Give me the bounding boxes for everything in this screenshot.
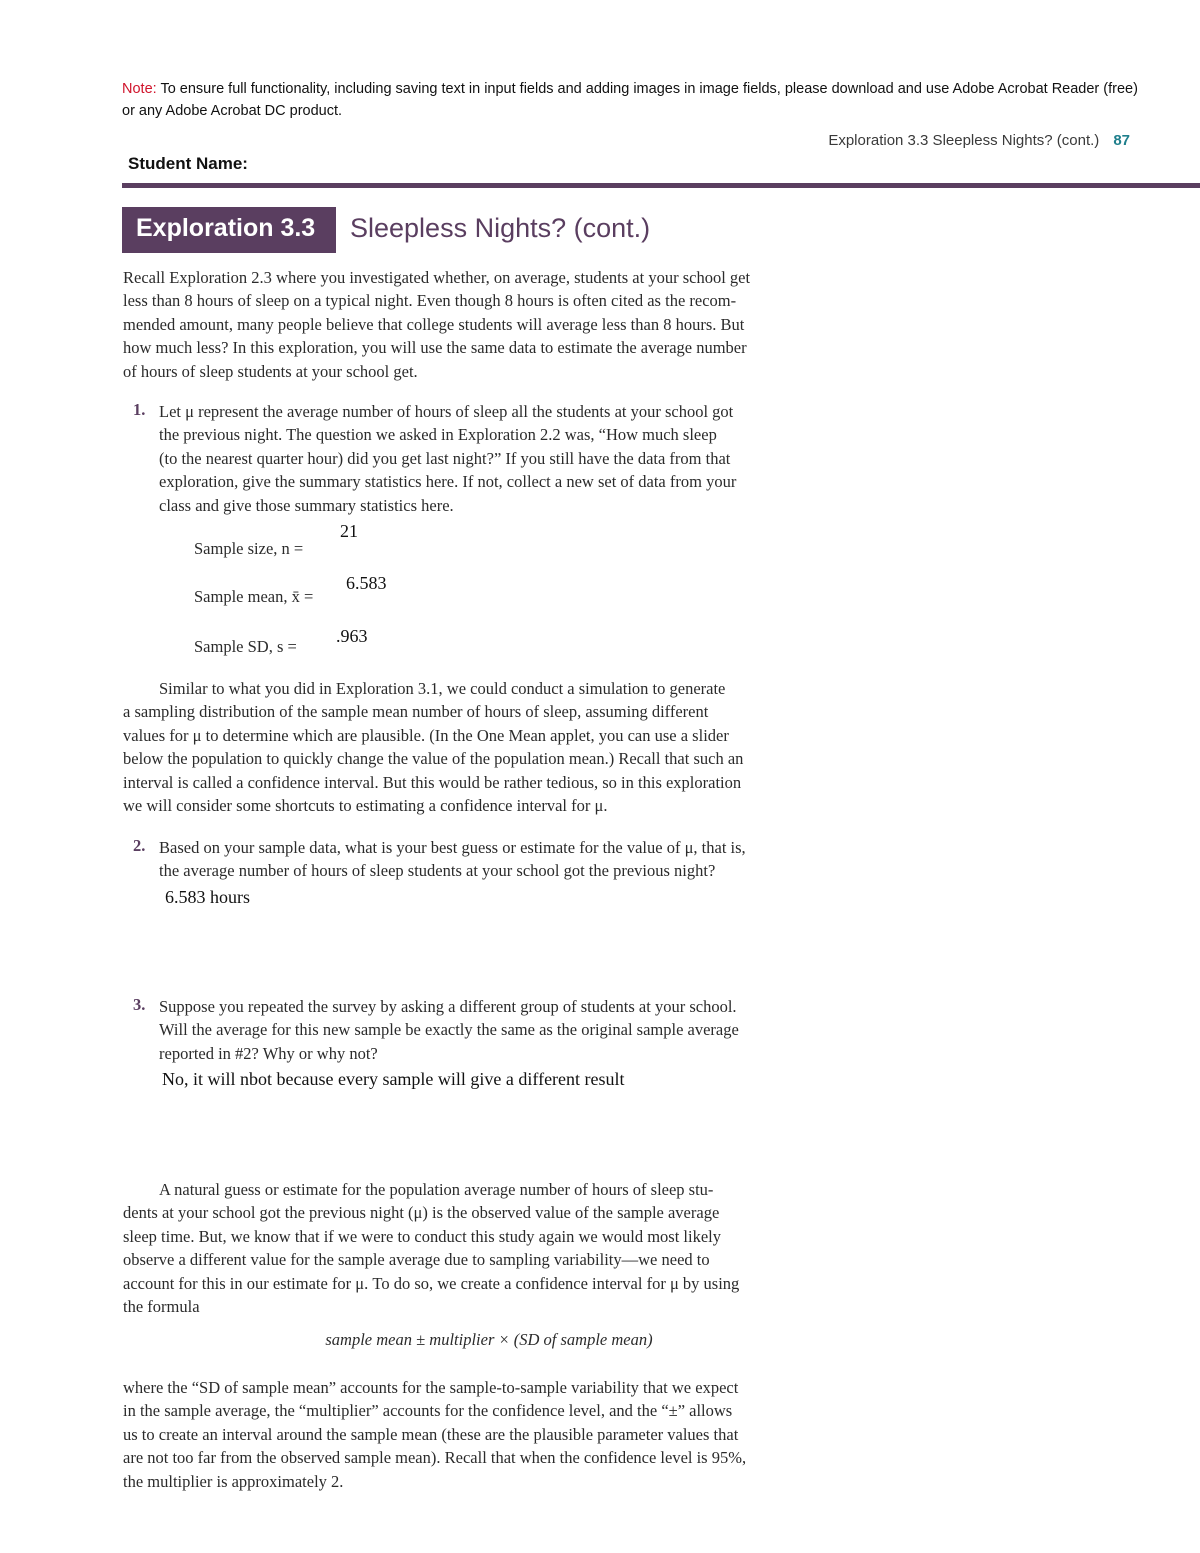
intro-line: less than 8 hours of sleep on a typical night. Even though 8 hours is often cited as the recom- — [123, 291, 737, 311]
sample-mean-label: Sample mean, x̄ = — [194, 587, 314, 606]
sample-mean-field[interactable]: 6.583 — [346, 573, 387, 593]
sample-sd-label: Sample SD, s = — [194, 637, 297, 656]
question-3-number: 3. — [133, 995, 146, 1014]
exploration-number: Exploration 3.3 — [136, 214, 316, 242]
note-label: Note: — [122, 81, 157, 97]
intro-line: Recall Exploration 2.3 where you investigated whether, on average, students at your school get — [123, 268, 751, 287]
paragraph-line: a sampling distribution of the sample mean number of hours of sleep, assuming different — [123, 702, 709, 722]
question-line: Based on your sample data, what is your best guess or estimate for the value of μ, that is, — [159, 838, 746, 857]
question-2-text — [159, 836, 859, 883]
question-1-text — [159, 400, 859, 517]
sample-size-field[interactable]: 21 — [340, 521, 358, 541]
question-line: Let μ represent the average number of hours of sleep all the students at your school got — [159, 402, 734, 421]
exploration-title: Sleepless Nights? (cont.) — [350, 213, 651, 243]
question-line: Suppose you repeated the survey by asking a different group of students at your school. — [159, 997, 737, 1016]
paragraph-line: Similar to what you did in Exploration 3.1, we could conduct a simulation to generate — [159, 679, 726, 698]
acrobat-note — [122, 78, 1142, 122]
paragraph-line: interval is called a confidence interval. But this would be rather tedious, so in this exploration — [123, 772, 742, 792]
confidence-interval-formula: sample mean ± multiplier × (SD of sample mean) — [325, 1330, 653, 1349]
paragraph-line: account for this in our estimate for μ. To do so, we create a confidence interval for μ by using — [123, 1273, 740, 1293]
question-line: the average number of hours of sleep students at your school got the previous night? — [159, 861, 716, 881]
page-number: 87 — [1113, 132, 1130, 149]
question-line: reported in #2? Why or why not? — [159, 1043, 378, 1063]
header-rule — [122, 183, 1200, 188]
intro-paragraph — [123, 266, 855, 383]
running-head — [760, 132, 1130, 149]
confidence-interval-paragraph — [123, 1178, 855, 1318]
paragraph-line: in the sample average, the “multiplier” accounts for the confidence level, and the “±” allows — [123, 1401, 733, 1421]
paragraph-line: below the population to quickly change the value of the population mean.) Recall that such an — [123, 749, 744, 769]
question-line: class and give those summary statistics here. — [159, 495, 454, 515]
simulation-paragraph — [123, 677, 855, 817]
paragraph-line: observe a different value for the sample average due to sampling variability—we need to — [123, 1250, 710, 1270]
intro-line: how much less? In this exploration, you will use the same data to estimate the average number — [123, 338, 747, 358]
paragraph-line: the multiplier is approximately 2. — [123, 1471, 344, 1491]
note-text: To ensure full functionality, including saving text in input fields and adding images in image fields, please download and use Adobe Acrobat Reader (free) or any Adobe Acrobat DC product. — [122, 81, 1138, 119]
paragraph-line: sleep time. But, we know that if we were to conduct this study again we would most likely — [123, 1226, 722, 1246]
question-line: Will the average for this new sample be exactly the same as the original sample average — [159, 1020, 739, 1040]
question-line: (to the nearest quarter hour) did you get last night?” If you still have the data from that — [159, 448, 731, 468]
multiplier-paragraph — [123, 1376, 855, 1493]
question-line: exploration, give the summary statistics here. If not, collect a new set of data from your — [159, 472, 737, 492]
question-1-number: 1. — [133, 400, 146, 419]
question-2-answer-field[interactable]: 6.583 hours — [165, 887, 250, 907]
intro-line: of hours of sleep students at your school get. — [123, 361, 418, 381]
sample-size-label: Sample size, n = — [194, 539, 304, 558]
student-name-label: Student Name: — [128, 154, 248, 173]
question-3-text — [159, 995, 859, 1065]
paragraph-line: we will consider some shortcuts to estimating a confidence interval for μ. — [123, 796, 608, 816]
paragraph-line: where the “SD of sample mean” accounts for the sample-to-sample variability that we expect — [123, 1378, 739, 1397]
question-line: the previous night. The question we asked in Exploration 2.2 was, “How much sleep — [159, 425, 717, 445]
paragraph-line: are not too far from the observed sample mean). Recall that when the confidence level is 95%, — [123, 1448, 747, 1468]
paragraph-line: values for μ to determine which are plausible. (In the One Mean applet, you can use a slider — [123, 725, 729, 745]
intro-line: mended amount, many people believe that college students will average less than 8 hours. But — [123, 314, 745, 334]
paragraph-line: us to create an interval around the sample mean (these are the plausible parameter values that — [123, 1424, 739, 1444]
sample-sd-field[interactable]: .963 — [336, 626, 368, 646]
question-2-number: 2. — [133, 836, 146, 855]
question-3-answer-field[interactable]: No, it will nbot because every sample will give a different result — [162, 1069, 625, 1089]
paragraph-line: dents at your school got the previous night (μ) is the observed value of the sample average — [123, 1203, 720, 1223]
paragraph-line: A natural guess or estimate for the population average number of hours of sleep stu- — [159, 1180, 714, 1199]
running-head-text: Exploration 3.3 Sleepless Nights? (cont.) — [828, 132, 1100, 149]
paragraph-line: the formula — [123, 1297, 200, 1317]
